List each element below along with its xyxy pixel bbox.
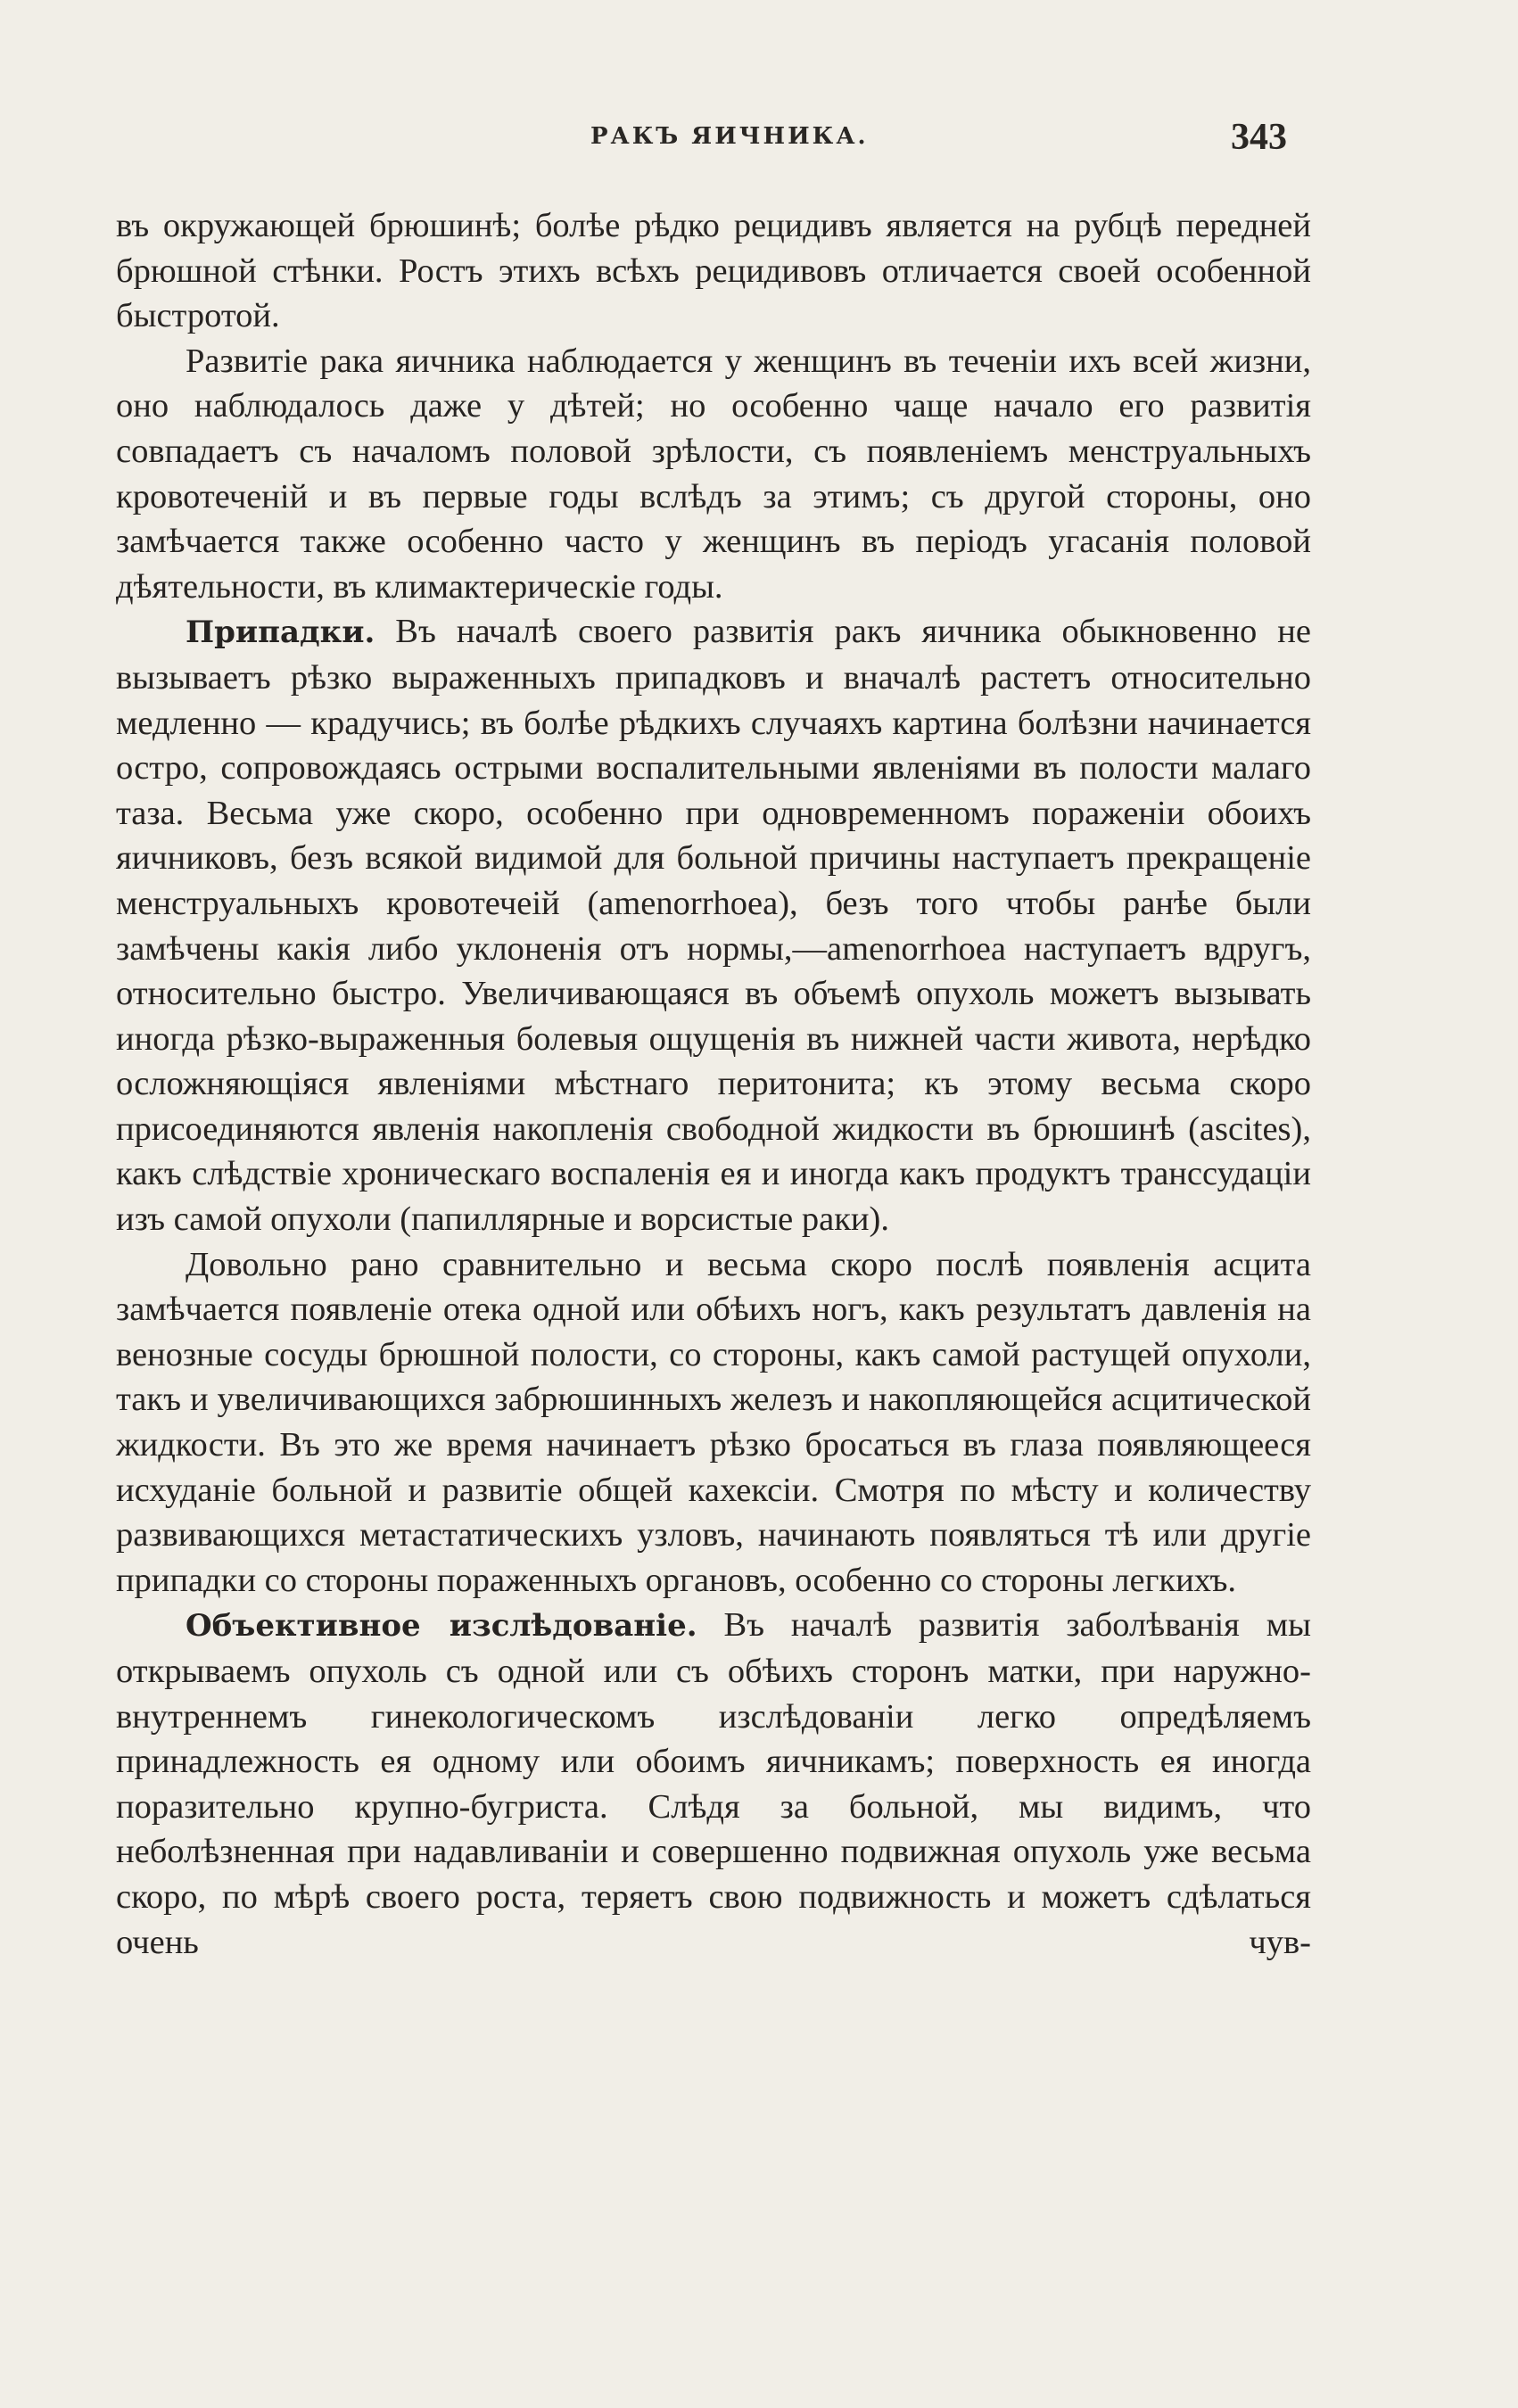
paragraph (116, 339, 1311, 610)
body-text (116, 203, 1311, 1965)
paragraph (116, 609, 1311, 1241)
paragraph-text: Въ началѣ своего развитія ракъ яичника обыкновенно не вызываетъ рѣзко выраженныхъ припадковъ и вначалѣ растетъ относительно медленно — крадучись; въ болѣе рѣдкихъ случаяхъ картина болѣзни начинается остро, сопровождаясь острыми воспалительными явленіями въ полости малаго таза. Весьма уже скоро, особенно при одновременномъ пораженіи обоихъ яичниковъ, безъ всякой видимой для больной причины наступаетъ прекращеніе менструальныхъ кровотечеій (amenorrhoea), безъ того чтобы ранѣе были замѣчены какія либо уклоненія отъ нормы,—amenorrhoea наступаетъ вдругъ, относительно быстро. Увеличивающаяся въ объемѣ опухоль можетъ вызывать иногда рѣзко-выраженныя болевыя ощущенія въ нижней части живота, нерѣдко осложняющіяся явленіями мѣстнаго перитонита; къ этому весьма скоро присоединяются явленія накопленія свободной жидкости въ брюшинѣ (ascites), какъ слѣдствіе хроническаго воспаленія ея и иногда какъ продуктъ транссудаціи изъ самой опухоли (папиллярные и ворсистые раки). (116, 613, 1311, 1239)
paragraph-text: Въ началѣ развитія заболѣванія мы открываемъ опухоль съ одной или съ обѣихъ сторонъ матки, при наружно-внутреннемъ гинекологическомъ изслѣдованіи легко опредѣляемъ принадлежность ея одному или обоимъ яичникамъ; поверхность ея иногда поразительно крупно-бугриста. Слѣдя за больной, мы видимъ, что неболѣзненная при надавливаніи и совершенно подвижная опухоль уже весьма скоро, по мѣрѣ своего роста, теряетъ свою подвижность и можетъ сдѣлаться очень чув- (116, 1606, 1311, 1961)
section-heading-examination: Объективное изслѣдованіе. (186, 1608, 697, 1645)
running-head: РАКЪ ЯИЧНИКА. (590, 123, 869, 150)
page-number: 343 (1231, 117, 1287, 158)
paragraph-text: Довольно рано сравнительно и весьма скоро послѣ появленія асцита замѣчается появленіе отека одной или обѣихъ ногъ, какъ результатъ давленія на венозные сосуды брюшной полости, со стороны, какъ самой растущей опухоли, такъ и увеличивающихся забрюшинныхъ железъ и накопляющейся асцитической жидкости. Въ это же время начинаетъ рѣзко бросаться въ глаза появляющееся исхуданіе больной и развитіе общей кахексіи. Смотря по мѣсту и количеству развивающихся метастатическихъ узловъ, начинають появляться тѣ или другіе припадки со стороны пораженныхъ органовъ, особенно со стороны легкихъ. (116, 1245, 1311, 1599)
section-heading-symptoms: Припадки. (186, 614, 375, 651)
paragraph (116, 1242, 1311, 1604)
paragraph-text: Развитіе рака яичника наблюдается у женщинъ въ теченіи ихъ всей жизни, оно наблюдалось даже у дѣтей; но особенно чаще начало его развитія совпадаетъ съ началомъ половой зрѣлости, съ появленіемъ менструальныхъ кровотеченій и въ первые годы вслѣдъ за этимъ; съ другой стороны, оно замѣчается также особенно часто у женщинъ въ періодъ угасанія половой дѣятельности, въ климактерическіе годы. (116, 342, 1311, 606)
paragraph (116, 1603, 1311, 1965)
paragraph (116, 203, 1311, 339)
paragraph-text: въ окружающей брюшинѣ; болѣе рѣдко рецидивъ является на рубцѣ передней брюшной стѣнки. Ростъ этихъ всѣхъ рецидивовъ отличается своей особенной быстротой. (116, 207, 1311, 335)
